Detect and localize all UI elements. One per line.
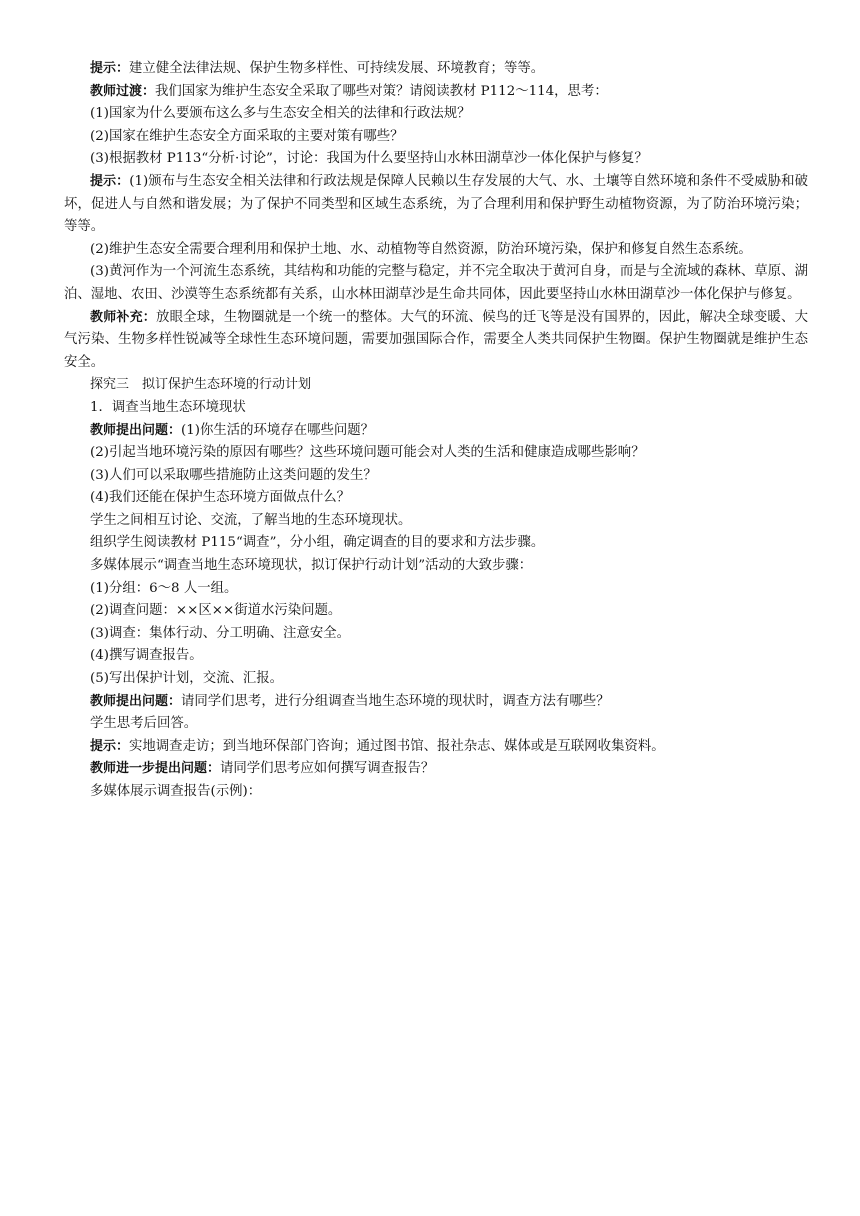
question-2: (2)国家在维护生态安全方面采取的主要对策有哪些？ [90, 128, 404, 144]
hint-answer-1-text: (1)颁布与生态安全相关法律和行政法规是保障人民赖以生存发展的大气、水、土壤等自然环境和条件不受威胁和破坏，促进人与自然和谐发展；为了保护不同类型和区域生态系统，为了合理利用和保护野生动植物资源，为了防治环境污染；等等。 [64, 173, 808, 235]
transition-label: 教师过渡： [90, 83, 156, 99]
ask-4: (4)我们还能在保护生态环境方面做点什么？ [90, 490, 350, 506]
hint-answer-label: 提示： [90, 173, 130, 189]
teacher-supplement [64, 307, 808, 375]
question-label: 教师提出问题： [90, 422, 182, 438]
step-1: (1)分组：6～8 人一组。 [90, 580, 238, 596]
question-3: (3)根据教材 P113“分析·讨论”，讨论：我国为什么要坚持山水林田湖草沙一体化保护与修复？ [90, 151, 648, 167]
transition-text: 我们国家为维护生态安全采取了哪些对策？请阅读教材 P112～114，思考： [155, 83, 608, 99]
step-5: (5)写出保护计划，交流、汇报。 [90, 671, 284, 687]
document-body [64, 58, 808, 804]
hint-line [64, 58, 808, 81]
teacher-question-2 [64, 691, 808, 714]
further-question-text: 请同学们思考应如何撰写调查报告？ [220, 761, 435, 777]
question-2-text: 请同学们思考，进行分组调查当地生态环境的现状时，调查方法有哪些？ [181, 693, 610, 709]
subsection-heading: 1．调查当地生态环境现状 [90, 399, 246, 415]
student-activity-1: 学生之间相互讨论、交流，了解当地的生态环境现状。 [90, 512, 412, 528]
hint-answer-1 [64, 171, 808, 239]
hint-answer-3: (3)黄河作为一个河流生态系统，其结构和功能的完整与稳定，并不完全取决于黄河自身，而是与全流域的森林、草原、湖泊、湿地、农田、沙漠等生态系统都有关系，山水林田湖草沙是生命共同体，因此要坚持山水林田湖草沙一体化保护与修复。 [64, 264, 808, 302]
teacher-further-question [64, 758, 808, 781]
teacher-question [64, 420, 808, 443]
teacher-transition [64, 81, 808, 104]
report-example-intro: 多媒体展示调查报告(示例)： [90, 784, 262, 799]
question-1: (1)国家为什么要颁布这么多与生态安全相关的法律和行政法规？ [90, 106, 471, 122]
ask-3: (3)人们可以采取哪些措施防止这类问题的发生？ [90, 467, 377, 483]
hint-4-text: 实地调查走访；到当地环保部门咨询；通过图书馆、报社杂志、媒体或是互联网收集资料。 [129, 738, 665, 754]
step-3: (3)调查：集体行动、分工明确、注意安全。 [90, 625, 350, 641]
hint-line-4 [64, 736, 808, 759]
ask-2: (2)引起当地环境污染的原因有哪些？这些环境问题可能会对人类的生活和健康造成哪些影响？ [90, 445, 645, 461]
supplement-text: 放眼全球，生物圈就是一个统一的整体。大气的环流、候鸟的迁飞等是没有国界的，因此，解决全球变暖、大气污染、生物多样性锐减等全球性生态环境问题，需要加强国际合作，需要全人类共同保护生物圈。保护生物圈就是维护生态安全。 [64, 309, 808, 370]
student-answer: 学生思考后回答。 [90, 716, 198, 732]
hint-4-label: 提示： [90, 738, 130, 754]
hint-label: 提示： [90, 61, 130, 76]
further-question-label: 教师进一步提出问题： [90, 761, 221, 777]
supplement-label: 教师补充： [90, 309, 156, 325]
student-activity-2: 组织学生阅读教材 P115“调查”，分小组，确定调查的目的要求和方法步骤。 [90, 535, 545, 551]
section-heading: 探究三 拟订保护生态环境的行动计划 [90, 377, 312, 393]
step-4: (4)撰写调查报告。 [90, 648, 203, 664]
multimedia-display: 多媒体展示“调查当地生态环境现状，拟订保护行动计划”活动的大致步骤： [90, 558, 533, 574]
step-2: (2)调查问题：××区××街道水污染问题。 [90, 603, 342, 619]
hint-answer-2: (2)维护生态安全需要合理利用和保护土地、水、动植物等自然资源，防治环境污染，保护和修复自然生态系统。 [90, 241, 752, 257]
ask-1: (1)你生活的环境存在哪些问题？ [181, 422, 375, 438]
hint-text: 建立健全法律法规、保护生物多样性、可持续发展、环境教育；等等。 [129, 61, 545, 76]
question-2-label: 教师提出问题： [90, 693, 182, 709]
